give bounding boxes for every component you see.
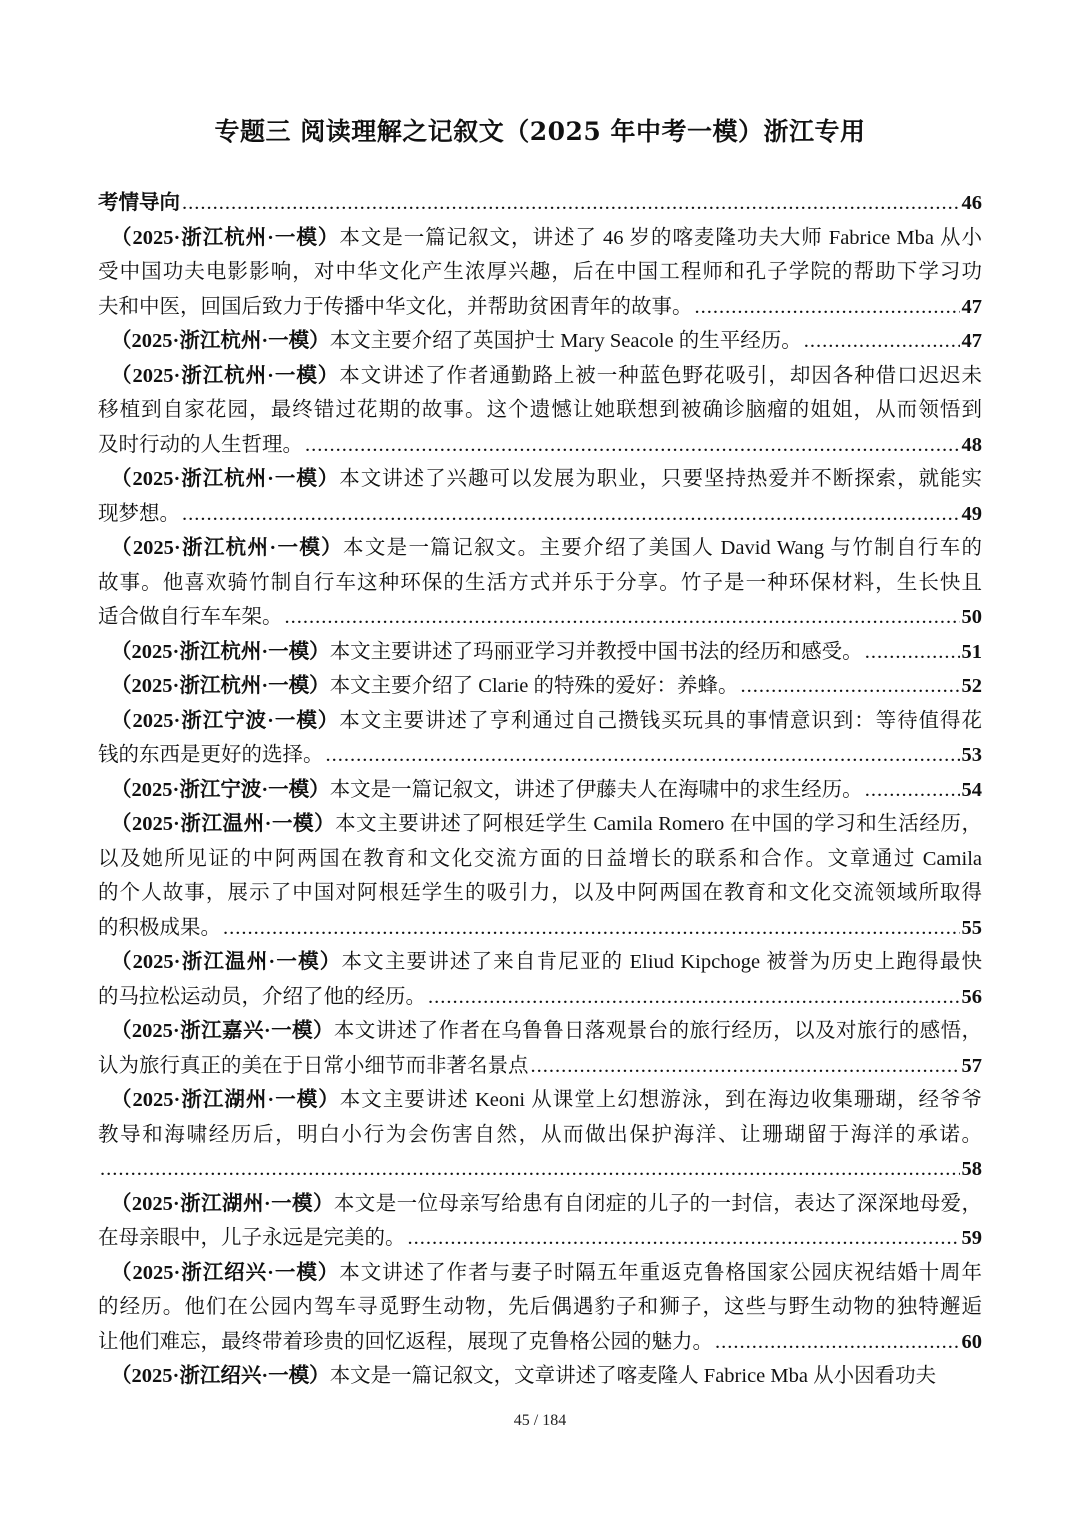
toc-entry-line[interactable] — [98, 1083, 982, 1118]
entry-text: 的马拉松运动员，介绍了他的经历。 — [98, 985, 426, 1008]
toc-entry-line[interactable] — [98, 911, 982, 946]
toc-heading: 考情导向 — [98, 192, 180, 214]
page-footer: 45 / 184 — [513, 1412, 567, 1429]
entry-text: 的个人故事，展示了中国对阿根廷学生的吸引力，以及中阿两国在教育和文化交流领域所取得 — [98, 882, 982, 904]
entry-text: 本文讲述了兴趣可以发展为职业，只要坚持热爱并不断探索，就能实 — [339, 468, 982, 490]
toc-entry-line[interactable] — [98, 945, 982, 980]
toc-heading-line[interactable] — [98, 186, 982, 221]
entry-text: 及时行动的人生哲理。 — [98, 433, 303, 456]
toc-entry-line[interactable] — [98, 600, 982, 635]
toc-entry-line[interactable] — [98, 1359, 982, 1394]
entry-text: 夫和中医，回国后致力于传播中华文化，并帮助贫困青年的故事。 — [98, 295, 693, 318]
toc-entry-line[interactable] — [98, 1221, 982, 1256]
dot-leader — [865, 773, 960, 808]
toc-entry-line[interactable] — [98, 324, 982, 359]
toc-entry-line[interactable] — [98, 1118, 982, 1153]
dot-leader — [715, 1325, 960, 1360]
entry-text: 以及她所见证的中阿两国在教育和文化交流方面的日益增长的联系和合作。文章通过 Camila — [98, 847, 982, 870]
entry-text: 现梦想。 — [98, 502, 180, 525]
page-number: 57 — [961, 1054, 982, 1077]
toc-entry-line[interactable] — [98, 359, 982, 394]
toc-entry-line[interactable] — [98, 428, 982, 463]
entry-source-tag: （2025·浙江杭州·一模） — [111, 330, 330, 352]
dot-leader — [804, 324, 960, 359]
page-number: 51 — [961, 640, 982, 663]
entry-source-tag: （2025·浙江杭州·一模） — [111, 675, 330, 697]
page-number: 55 — [961, 916, 982, 939]
entry-text: 本文主要讲述了亨利通过自己攒钱买玩具的事情意识到：等待值得花 — [339, 709, 982, 732]
dot-leader — [326, 738, 960, 773]
entry-source-tag: （2025·浙江杭州·一模） — [111, 226, 340, 249]
toc-entry-line[interactable] — [98, 1290, 982, 1325]
dot-leader — [741, 669, 960, 704]
entry-source-tag: （2025·浙江绍兴·一模） — [111, 1365, 330, 1387]
toc-entry-line[interactable] — [98, 807, 982, 842]
toc-entry-line[interactable] — [98, 669, 982, 704]
dot-leader — [182, 497, 960, 532]
toc-entry-line[interactable] — [98, 566, 982, 601]
entry-source-tag: （2025·浙江温州·一模） — [111, 813, 336, 835]
toc-entry-line[interactable] — [98, 876, 982, 911]
page-number: 53 — [961, 744, 982, 766]
toc-entry-line[interactable] — [98, 635, 982, 670]
dot-leader — [182, 186, 960, 221]
entry-text: 移植到自家花园，最终错过花期的故事。这个遗憾让她联想到被确诊脑瘤的姐姐，从而领悟到 — [98, 399, 982, 421]
entry-text: 让他们难忘，最终带着珍贵的回忆返程，展现了克鲁格公园的魅力。 — [98, 1330, 713, 1353]
entry-source-tag: （2025·浙江宁波·一模） — [111, 709, 340, 732]
page-title: 专题三 阅读理解之记叙文（2025 年中考一模）浙江专用 — [214, 117, 866, 146]
toc-entry-line[interactable] — [98, 1049, 982, 1084]
dot-leader — [695, 290, 960, 325]
page-number: 47 — [961, 330, 982, 352]
entry-text: 本文主要介绍了英国护士 Mary Seacole 的生平经历。 — [329, 330, 802, 352]
entry-source-tag: （2025·浙江杭州·一模） — [111, 537, 343, 559]
toc-entry-line[interactable] — [98, 462, 982, 497]
page-number: 54 — [961, 778, 982, 801]
dot-leader — [305, 428, 960, 463]
entry-text: 本文主要讲述了来自肯尼亚的 Eliud Kipchoge 被誉为历史上跑得最快 — [341, 951, 982, 973]
page-number: 60 — [961, 1330, 982, 1353]
toc-entry-line[interactable] — [98, 704, 982, 739]
entry-text: 本文主要讲述 Keoni 从课堂上幻想游泳，到在海边收集珊瑚，经爷爷 — [339, 1089, 982, 1111]
entry-text: 本文主要介绍了 Clarie 的特殊的爱好：养蜂。 — [329, 675, 739, 697]
toc-entry-line[interactable] — [98, 738, 982, 773]
page-number: 46 — [961, 192, 982, 214]
dot-leader — [223, 911, 960, 946]
entry-text: 故事。他喜欢骑竹制自行车这种环保的生活方式并乐于分享。竹子是一种环保材料，生长快且 — [98, 571, 982, 594]
toc-entry-line[interactable] — [98, 1187, 982, 1222]
toc-entry-line[interactable] — [98, 1325, 982, 1360]
entry-text: 本文主要讲述了阿根廷学生 Camila Romero 在中国的学习和生活经历， — [335, 813, 982, 835]
entry-text: 本文讲述了作者与妻子时隔五年重返克鲁格国家公园庆祝结婚十周年 — [339, 1261, 982, 1284]
toc-entry-line[interactable] — [98, 980, 982, 1015]
entry-text: 教导和海啸经历后，明白小行为会伤害自然，从而做出保护海洋、让珊瑚留于海洋的承诺。 — [98, 1123, 982, 1146]
entry-source-tag: （2025·浙江宁波·一模） — [111, 778, 330, 801]
entry-text: 钱的东西是更好的选择。 — [98, 744, 324, 766]
entry-source-tag: （2025·浙江杭州·一模） — [111, 640, 330, 663]
toc-entry-line[interactable] — [98, 221, 982, 256]
toc-entry-line[interactable] — [98, 497, 982, 532]
entry-text: 的积极成果。 — [98, 916, 221, 939]
toc-entry-line[interactable] — [98, 393, 982, 428]
entry-text: 本文讲述了作者在乌鲁鲁日落观景台的旅行经历，以及对旅行的感悟， — [333, 1020, 982, 1042]
page-number: 50 — [961, 606, 982, 628]
entry-text: 在母亲眼中，儿子永远是完美的。 — [98, 1227, 406, 1249]
entry-text: 本文是一篇记叙文，文章讲述了喀麦隆人 Fabrice Mba 从小因看功夫 — [329, 1365, 937, 1387]
entry-source-tag: （2025·浙江湖州·一模） — [111, 1089, 340, 1111]
entry-text: 的经历。他们在公园内驾车寻觅野生动物，先后偶遇豹子和狮子，这些与野生动物的独特邂逅 — [98, 1296, 982, 1318]
dot-leader — [285, 600, 960, 635]
entry-text: 本文讲述了作者通勤路上被一种蓝色野花吸引，却因各种借口迟迟未 — [339, 364, 982, 387]
page-number: 59 — [961, 1227, 982, 1249]
dot-leader — [428, 980, 960, 1015]
toc-entry-line[interactable] — [98, 842, 982, 877]
page-number: 56 — [961, 985, 982, 1008]
toc-entry-line[interactable] — [98, 255, 982, 290]
toc-entry-line[interactable] — [98, 290, 982, 325]
entry-source-tag: （2025·浙江绍兴·一模） — [111, 1261, 340, 1284]
page-number: 49 — [961, 502, 982, 525]
toc-entry-line[interactable] — [98, 531, 982, 566]
dot-leader — [865, 635, 960, 670]
entry-text: 本文是一篇记叙文。主要介绍了美国人 David Wang 与竹制自行车的 — [342, 537, 982, 559]
toc-entry-line[interactable] — [98, 1256, 982, 1291]
entry-source-tag: （2025·浙江湖州·一模） — [111, 1192, 334, 1215]
table-of-contents — [98, 186, 982, 1394]
entry-source-tag: （2025·浙江温州·一模） — [111, 951, 342, 973]
entry-text: 本文是一篇记叙文，讲述了伊藤夫人在海啸中的求生经历。 — [329, 778, 863, 801]
entry-text: 适合做自行车车架。 — [98, 606, 283, 628]
toc-entry-line[interactable] — [98, 773, 982, 808]
entry-text: 本文主要讲述了玛丽亚学习并教授中国书法的经历和感受。 — [329, 640, 863, 663]
entry-source-tag: （2025·浙江嘉兴·一模） — [111, 1020, 334, 1042]
entry-text: 本文是一位母亲写给患有自闭症的儿子的一封信，表达了深深地母爱， — [333, 1192, 982, 1215]
page-number: 58 — [961, 1158, 982, 1180]
dot-leader — [531, 1049, 960, 1084]
entry-text: 认为旅行真正的美在于日常小细节而非著名景点 — [98, 1054, 529, 1077]
page-number: 52 — [961, 675, 982, 697]
page-number: 48 — [961, 433, 982, 456]
page-number: 47 — [961, 295, 982, 318]
entry-source-tag: （2025·浙江杭州·一模） — [111, 364, 340, 387]
toc-entry-line[interactable] — [98, 1014, 982, 1049]
entry-source-tag: （2025·浙江杭州·一模） — [111, 468, 340, 490]
toc-entry-line[interactable] — [98, 1152, 982, 1187]
dot-leader — [100, 1152, 960, 1187]
entry-text: 受中国功夫电影影响，对中华文化产生浓厚兴趣，后在中国工程师和孔子学院的帮助下学习功 — [98, 261, 982, 283]
entry-text: 本文是一篇记叙文，讲述了 46 岁的喀麦隆功夫大师 Fabrice Mba 从小 — [339, 226, 982, 249]
dot-leader — [408, 1221, 960, 1256]
